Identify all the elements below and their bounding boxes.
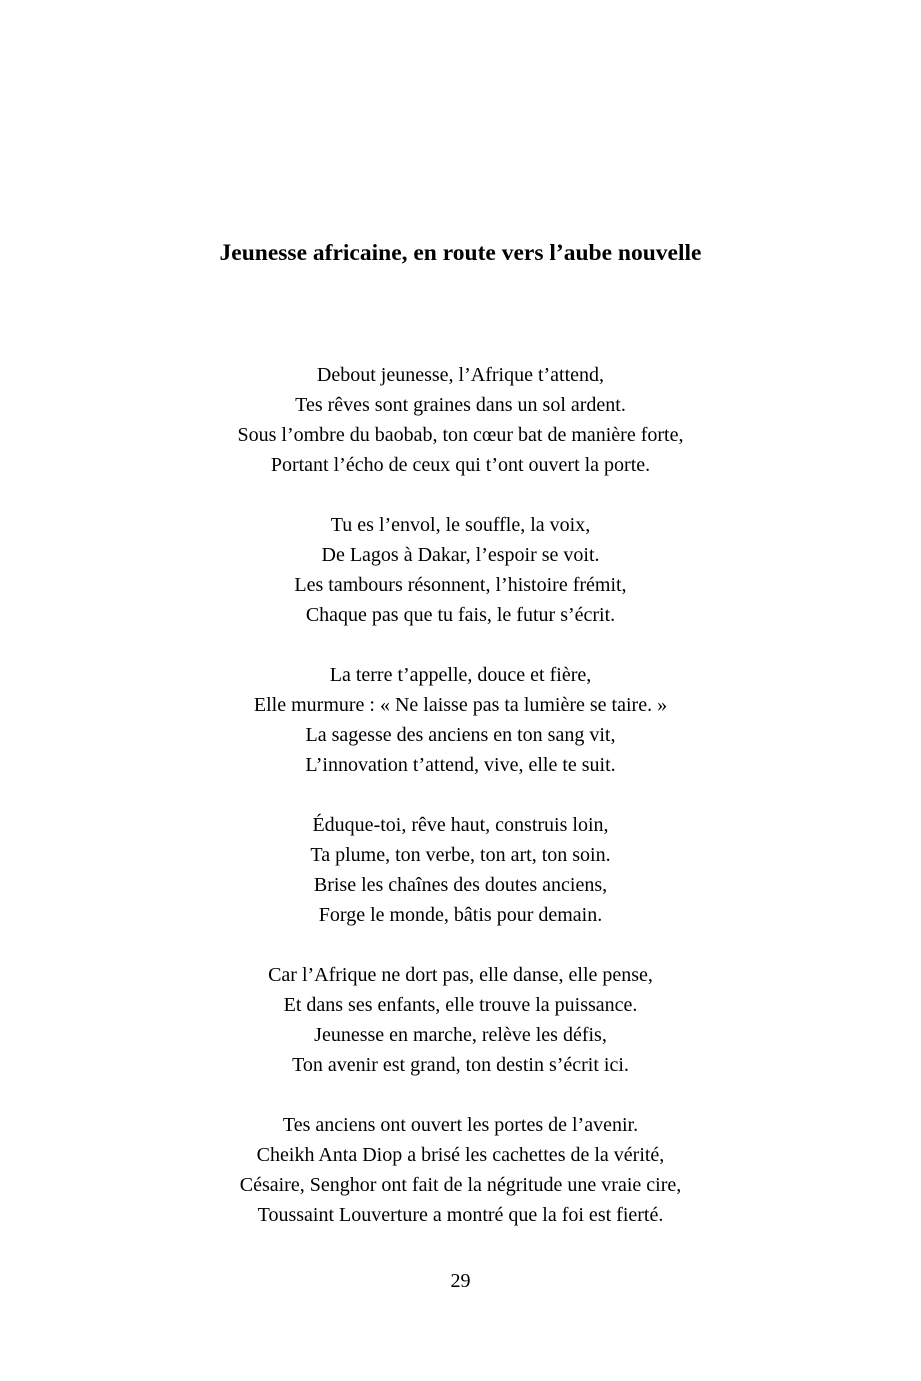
- stanza: [0, 1110, 921, 1230]
- stanza: [0, 960, 921, 1080]
- poem-line: Éduque-toi, rêve haut, construis loin,: [312, 814, 609, 836]
- stanza: [0, 810, 921, 930]
- poem-line: Ton avenir est grand, ton destin s’écrit ici.: [292, 1054, 629, 1076]
- poem-line: L’innovation t’attend, vive, elle te suit.: [305, 754, 616, 776]
- stanza: [0, 360, 921, 480]
- poem-title: Jeunesse africaine, en route vers l’aube nouvelle: [219, 240, 702, 266]
- poem-line: Et dans ses enfants, elle trouve la puissance.: [283, 994, 638, 1016]
- poem-line: Debout jeunesse, l’Afrique t’attend,: [316, 364, 605, 386]
- poem-line: La sagesse des anciens en ton sang vit,: [305, 724, 616, 746]
- poem-line: Césaire, Senghor ont fait de la négritude une vraie cire,: [239, 1174, 682, 1196]
- poem-line: La terre t’appelle, douce et fière,: [329, 664, 592, 686]
- stanza: [0, 510, 921, 630]
- poem-line: Jeunesse en marche, relève les défis,: [314, 1024, 607, 1046]
- poem-line: Brise les chaînes des doutes anciens,: [313, 874, 608, 896]
- poem-line: Les tambours résonnent, l’histoire frémit,: [294, 574, 627, 596]
- stanza: [0, 660, 921, 780]
- poem-body: [0, 360, 921, 1260]
- page-number: 29: [450, 1270, 471, 1292]
- poem-line: Car l’Afrique ne dort pas, elle danse, elle pense,: [268, 964, 653, 986]
- poem-line: Tu es l’envol, le souffle, la voix,: [330, 514, 591, 536]
- poem-line: Tes rêves sont graines dans un sol ardent.: [295, 394, 626, 416]
- poem-line: Tes anciens ont ouvert les portes de l’avenir.: [282, 1114, 639, 1136]
- poem-line: Ta plume, ton verbe, ton art, ton soin.: [310, 844, 611, 866]
- poem-line: Chaque pas que tu fais, le futur s’écrit.: [305, 604, 616, 626]
- poem-line: Portant l’écho de ceux qui t’ont ouvert la porte.: [270, 454, 651, 476]
- poem-line: Toussaint Louverture a montré que la foi est fierté.: [257, 1204, 664, 1226]
- poem-line: De Lagos à Dakar, l’espoir se voit.: [321, 544, 600, 566]
- poem-line: Cheikh Anta Diop a brisé les cachettes de la vérité,: [256, 1144, 665, 1166]
- poem-line: Elle murmure : « Ne laisse pas ta lumière se taire. »: [253, 694, 668, 716]
- poem-line: Sous l’ombre du baobab, ton cœur bat de manière forte,: [237, 424, 684, 446]
- poem-line: Forge le monde, bâtis pour demain.: [318, 904, 603, 926]
